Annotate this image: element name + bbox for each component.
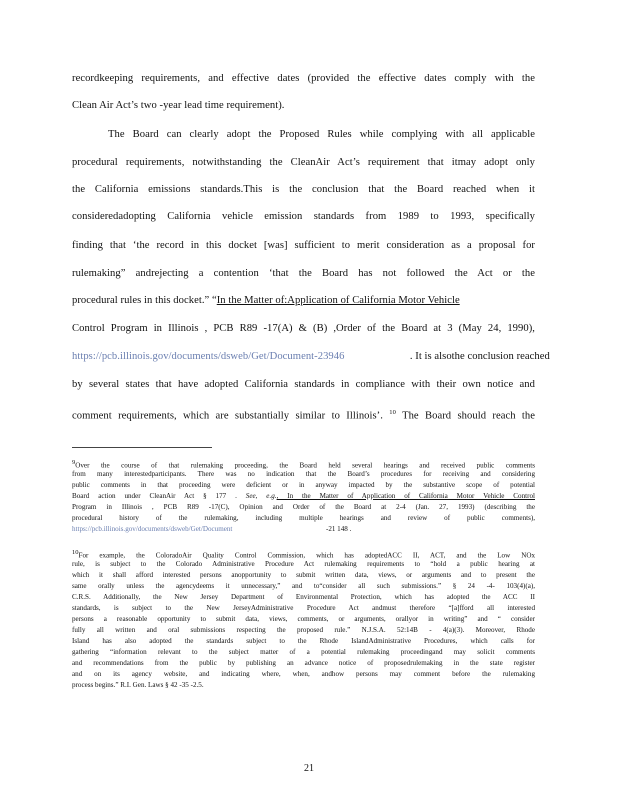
footnote-10-line-4: same orally unless the agencydeems it unnecessary,” and to“consider all such submissions.” § 24 -4- 103(4)(a),: [72, 582, 535, 590]
body-line-4: procedural requirements, notwithstanding the CleanAir Act’s requirement that itmay adopt only: [72, 157, 535, 168]
page-number: 21: [304, 763, 314, 774]
document-link[interactable]: https://pcb.illinois.gov/documents/dsweb/Get/Document-23946: [72, 351, 345, 362]
case-citation-link[interactable]: In the Matter of:Application of California Motor Vehicle: [216, 295, 460, 306]
footnote-10-line-1: 10For example, the ColoradoAir Quality Control Commission, which has adoptedACC II, ACT, and the Low NOx: [72, 549, 535, 560]
footnote-10-line-10: gathering “information relevant to the subject matter of a potential rulemaking proceedingand may solicit comments: [72, 648, 535, 656]
footnote-10-line-8: fully all written and oral submissions respecting the proposed rule.” N.J.S.A. 52:14B - 4(a)(3). Moreover, Rhode: [72, 626, 535, 634]
body-line-1: recordkeeping requirements, and effective dates (provided the effective dates comply with the: [72, 73, 535, 84]
body-line-7: finding that ‘the record in this docket [was] sufficient to merit consideration as a proposal for: [72, 240, 535, 251]
body-line-5: the California emissions standards.This is the conclusion that the Board reached when it: [72, 184, 535, 195]
footnote-10-line-5: C.R.S. Additionally, the New Jersey Department of Environmental Protection, which has adopted the ACC II: [72, 593, 535, 601]
footnote-9-line-6: procedural history of the rulemaking, including multiple hearings and review of public comments),: [72, 514, 535, 522]
footnote-ref-10[interactable]: 10: [389, 409, 396, 416]
body-text: The Board should reach the: [402, 410, 535, 422]
footnote-divider: [72, 447, 212, 448]
body-line-6: consideredadopting California vehicle emission standards from 1989 to 1993, specifically: [72, 211, 535, 222]
footnote-10-line-11: and recommendations from the public by publishing an advance notice of proposedrulemaking in the state register: [72, 659, 535, 667]
body-line-9: procedural rules in this docket.” “In the Matter of:Application of California Motor Vehicle: [72, 295, 460, 306]
footnote-10-line-2: rule, is subject to the Colorado Administrative Procedure Act rulemaking requirements to “hold a public hearing at: [72, 560, 535, 568]
body-text: procedural rules in this docket.”: [72, 295, 210, 306]
body-line-12: by several states that have adopted California standards in compliance with their own notice and: [72, 379, 535, 390]
fn9-case-citation: , In the Matter of Application of California Motor Vehicle Control: [276, 492, 535, 500]
body-line-13: [72, 406, 535, 424]
body-text: comment requirements, which are substantially similar to Illinois’.: [72, 410, 383, 422]
fn9-document-link[interactable]: https://pcb.illinois.gov/documents/dsweb/Get/Document: [72, 525, 233, 533]
body-line-3: The Board can clearly adopt the Proposed Rules while complying with all applicable: [108, 129, 535, 140]
footnote-9-line-2: from many interestedparticipants. There was no indication that the Board’s procedures for receiving and considering: [72, 470, 535, 478]
body-line-2: Clean Air Act’s two -year lead time requirement).: [72, 100, 285, 111]
footnote-10-line-7: persons a reasonable opportunity to submit data, views, comments, or arguments, orallyor in writing” and “ consider: [72, 615, 535, 623]
body-line-10: Control Program in Illinois , PCB R89 -17(A) & (B) ,Order of the Board at 3 (May 24, 1990),: [72, 323, 535, 334]
footnote-9-line-7: https://pcb.illinois.gov/documents/dsweb/Get/Document -21 148 .: [72, 525, 352, 533]
footnote-10-line-6: standards, is subject to the New JerseyAdministrative Procedure Act andmust therefore “[a]fford all interested: [72, 604, 535, 612]
signal-see: See, e.g.: [245, 492, 277, 500]
footnote-10-line-12: and on its agency website, and indicating where, when, andhow persons may comment before the rulemaking: [72, 670, 535, 678]
footnote-marker-10: 10: [72, 549, 79, 556]
footnote-marker-9: 9: [72, 459, 76, 466]
footnote-10-line-3: which it shall afford interested persons anopportunity to submit written data, views, or arguments and to present the: [72, 571, 535, 579]
footnote-9-line-3: public comments in that proceeding were deficient or in anyway impacted by the substantive scope of potential: [72, 481, 535, 489]
body-text: . It is alsothe conclusion reached: [409, 351, 550, 362]
footnote-10-line-9: Island has also adopted the standards subject to the Rhode IslandAdministrative Procedures, which calls for: [72, 637, 535, 645]
footnote-9-line-1: 9Over the course of that rulemaking proceeding, the Board held several hearings and received public comments: [72, 459, 535, 470]
footnote-9-line-4: Board action under CleanAir Act § 177 . See, e.g., In the Matter of Application of California Motor Vehicle Control: [72, 492, 535, 500]
footnote-9-line-5: Program in Illinois , PCB R89 -17(C), Opinion and Order of the Board at 2-4 (Jan. 27, 1993) (describing the: [72, 503, 535, 511]
body-line-8: rulemaking” andrejecting a contention ‘that the Board has not followed the Act or the: [72, 268, 535, 279]
footnote-10-line-13: process begins.” R.I. Gen. Laws § 42 -35 -2.5.: [72, 681, 204, 689]
body-line-11: [72, 350, 550, 364]
